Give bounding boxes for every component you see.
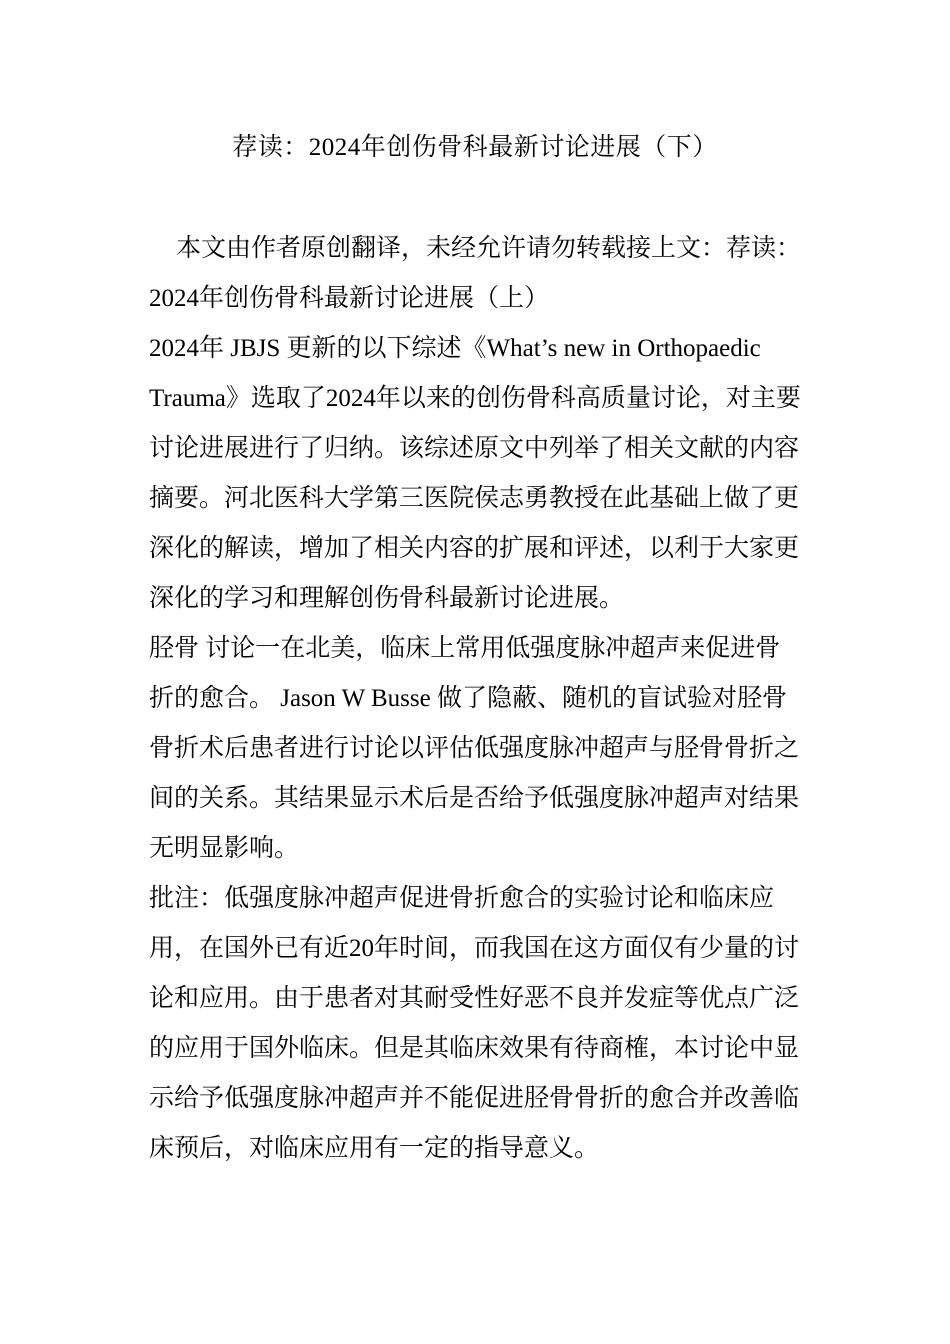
document-body xyxy=(149,224,805,1174)
document-title: 荐读：2024年创伤骨科最新讨论进展（下） xyxy=(232,134,718,161)
summary-paragraph: 2024年 JBJS 更新的以下综述《What’s new in Orthopaedic Trauma》选取了2024年以来的创伤骨科高质量讨论，对主要讨论进展进行了归纳。该综述原文中列举了相关文献的内容摘要。河北医科大学第三医院侯志勇教授在此基础上做了更深化的解读，增加了相关内容的扩展和评述，以利于大家更深化的学习和理解创伤骨科最新讨论进展。 xyxy=(149,335,801,612)
tibia-study-paragraph: 胫骨 讨论一在北美，临床上常用低强度脉冲超声来促进骨折的愈合。 Jason W Busse 做了隐蔽、随机的盲试验对胫骨骨折术后患者进行讨论以评估低强度脉冲超声与胫骨骨折之间的关系。其结果显示术后是否给予低强度脉冲超声对结果无明显影响。 xyxy=(149,635,800,862)
intro-paragraph: 本文由作者原创翻译，未经允许请勿转载接上文：荐读：2024年创伤骨科最新讨论进展（上） xyxy=(149,235,802,312)
annotation-paragraph: 批注：低强度脉冲超声促进骨折愈合的实验讨论和临床应用，在国外已有近20年时间，而我国在这方面仅有少量的讨论和应用。由于患者对其耐受性好恶不良并发症等优点广泛的应用于国外临床。但是其临床效果有待商榷，本讨论中显示给予低强度脉冲超声并不能促进胫骨骨折的愈合并改善临床预后，对临床应用有一定的指导意义。 xyxy=(149,885,800,1162)
